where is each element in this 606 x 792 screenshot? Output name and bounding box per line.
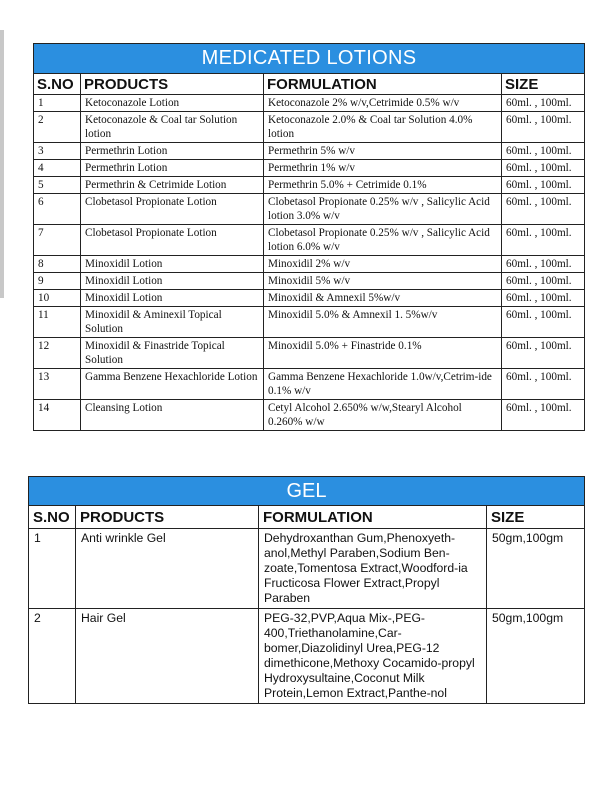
table-row xyxy=(34,400,585,431)
cell-size: 60ml. , 100ml. xyxy=(502,369,585,400)
cell-formulation: Minoxidil 5.0% & Amnexil 1. 5%w/v xyxy=(264,307,502,338)
table-row xyxy=(34,307,585,338)
table-row xyxy=(29,609,585,704)
cell-product: Minoxidil Lotion xyxy=(81,273,264,290)
table-row xyxy=(34,177,585,194)
cell-sno: 8 xyxy=(34,256,81,273)
cell-size: 60ml. , 100ml. xyxy=(502,194,585,225)
table-row xyxy=(34,112,585,143)
cell-product: Anti wrinkle Gel xyxy=(76,529,259,609)
cell-sno: 12 xyxy=(34,338,81,369)
cell-sno: 2 xyxy=(34,112,81,143)
table-row xyxy=(34,160,585,177)
table-row xyxy=(29,529,585,609)
cell-formulation: Permethrin 5% w/v xyxy=(264,143,502,160)
cell-size: 50gm,100gm xyxy=(487,609,585,704)
cell-product: Ketoconazole Lotion xyxy=(81,95,264,112)
cell-size: 60ml. , 100ml. xyxy=(502,177,585,194)
cell-product: Minoxidil & Finastride Topical Solution xyxy=(81,338,264,369)
col-header-formulation: FORMULATION xyxy=(259,506,487,529)
cell-product: Minoxidil Lotion xyxy=(81,290,264,307)
cell-formulation: Minoxidil 5% w/v xyxy=(264,273,502,290)
table-row xyxy=(34,369,585,400)
cell-sno: 6 xyxy=(34,194,81,225)
col-header-size: SIZE xyxy=(502,74,585,95)
cell-product: Clobetasol Propionate Lotion xyxy=(81,194,264,225)
cell-sno: 2 xyxy=(29,609,76,704)
cell-product: Minoxidil Lotion xyxy=(81,256,264,273)
cell-formulation: Gamma Benzene Hexachloride 1.0w/v,Cetrim-ide 0.1% w/v xyxy=(264,369,502,400)
cell-product: Cleansing Lotion xyxy=(81,400,264,431)
cell-product: Hair Gel xyxy=(76,609,259,704)
cell-size: 60ml. , 100ml. xyxy=(502,400,585,431)
cell-size: 60ml. , 100ml. xyxy=(502,338,585,369)
gel-table xyxy=(28,476,585,704)
cell-sno: 7 xyxy=(34,225,81,256)
cell-formulation: Dehydroxanthan Gum,Phenoxyeth-anol,Methyl Paraben,Sodium Ben-zoate,Tomentosa Extract,Woodford-ia Fructicosa Flower Extract,Propyl Paraben xyxy=(259,529,487,609)
cell-sno: 10 xyxy=(34,290,81,307)
cell-size: 60ml. , 100ml. xyxy=(502,160,585,177)
table-row xyxy=(34,143,585,160)
table-title: MEDICATED LOTIONS xyxy=(34,44,585,74)
table-row xyxy=(34,273,585,290)
cell-product: Ketoconazole & Coal tar Solution lotion xyxy=(81,112,264,143)
cell-product: Gamma Benzene Hexachloride Lotion xyxy=(81,369,264,400)
cell-formulation: Clobetasol Propionate 0.25% w/v , Salicylic Acid lotion 6.0% w/v xyxy=(264,225,502,256)
col-header-sno: S.NO xyxy=(29,506,76,529)
col-header-size: SIZE xyxy=(487,506,585,529)
cell-size: 60ml. , 100ml. xyxy=(502,143,585,160)
cell-size: 50gm,100gm xyxy=(487,529,585,609)
cell-formulation: Ketoconazole 2.0% & Coal tar Solution 4.0% lotion xyxy=(264,112,502,143)
cell-formulation: PEG-32,PVP,Aqua Mix-,PEG-400,Triethanolamine,Car-bomer,Diazolidinyl Urea,PEG-12 dimethicone,Methoxy Cocamido-propyl Hydroxysultaine,Coconut Milk Protein,Lemon Extract,Panthe-nol xyxy=(259,609,487,704)
table-title: GEL xyxy=(29,477,585,506)
cell-sno: 14 xyxy=(34,400,81,431)
cell-formulation: Cetyl Alcohol 2.650% w/w,Stearyl Alcohol 0.260% w/w xyxy=(264,400,502,431)
cell-sno: 4 xyxy=(34,160,81,177)
cell-sno: 1 xyxy=(34,95,81,112)
cell-formulation: Minoxidil & Amnexil 5%w/v xyxy=(264,290,502,307)
cell-size: 60ml. , 100ml. xyxy=(502,225,585,256)
cell-sno: 3 xyxy=(34,143,81,160)
cell-size: 60ml. , 100ml. xyxy=(502,256,585,273)
table-row xyxy=(34,194,585,225)
cell-product: Minoxidil & Aminexil Topical Solution xyxy=(81,307,264,338)
cell-product: Permethrin & Cetrimide Lotion xyxy=(81,177,264,194)
cell-size: 60ml. , 100ml. xyxy=(502,95,585,112)
cell-product: Permethrin Lotion xyxy=(81,143,264,160)
table-row xyxy=(34,338,585,369)
col-header-products: PRODUCTS xyxy=(76,506,259,529)
cell-product: Permethrin Lotion xyxy=(81,160,264,177)
cell-sno: 13 xyxy=(34,369,81,400)
cell-formulation: Permethrin 1% w/v xyxy=(264,160,502,177)
cell-size: 60ml. , 100ml. xyxy=(502,290,585,307)
page-edge-mark xyxy=(0,30,4,298)
cell-formulation: Minoxidil 2% w/v xyxy=(264,256,502,273)
cell-formulation: Permethrin 5.0% + Cetrimide 0.1% xyxy=(264,177,502,194)
cell-formulation: Minoxidil 5.0% + Finastride 0.1% xyxy=(264,338,502,369)
col-header-products: PRODUCTS xyxy=(81,74,264,95)
col-header-sno: S.NO xyxy=(34,74,81,95)
table-row xyxy=(34,290,585,307)
cell-sno: 1 xyxy=(29,529,76,609)
cell-size: 60ml. , 100ml. xyxy=(502,112,585,143)
table-row xyxy=(34,225,585,256)
cell-product: Clobetasol Propionate Lotion xyxy=(81,225,264,256)
col-header-formulation: FORMULATION xyxy=(264,74,502,95)
cell-size: 60ml. , 100ml. xyxy=(502,307,585,338)
cell-sno: 9 xyxy=(34,273,81,290)
cell-sno: 5 xyxy=(34,177,81,194)
table-row xyxy=(34,95,585,112)
cell-sno: 11 xyxy=(34,307,81,338)
cell-formulation: Ketoconazole 2% w/v,Cetrimide 0.5% w/v xyxy=(264,95,502,112)
cell-formulation: Clobetasol Propionate 0.25% w/v , Salicylic Acid lotion 3.0% w/v xyxy=(264,194,502,225)
table-row xyxy=(34,256,585,273)
medicated-lotions-table xyxy=(33,43,585,431)
cell-size: 60ml. , 100ml. xyxy=(502,273,585,290)
